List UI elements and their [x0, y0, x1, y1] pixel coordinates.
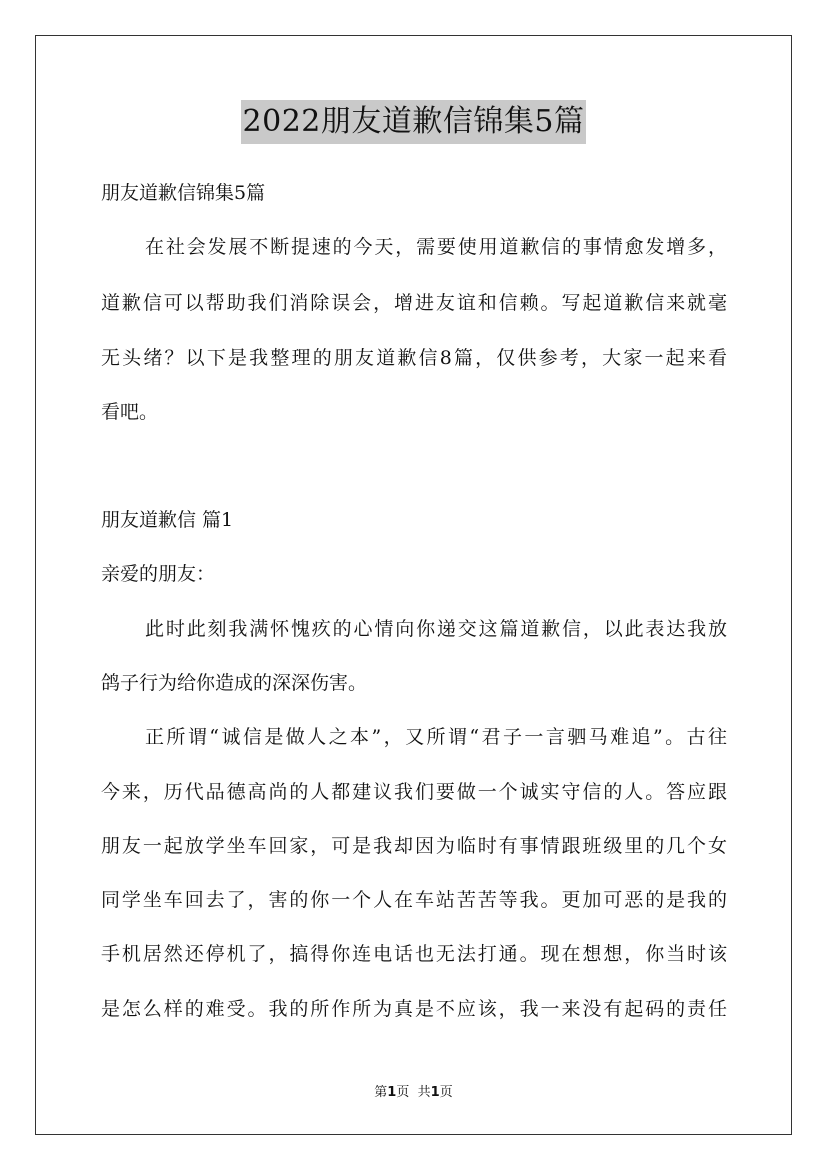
intro-line-1: 在社会发展不断提速的今天，需要使用道歉信的事情愈发增多， [145, 236, 727, 258]
para2-line-2: 今来，历代品德高尚的人都建议我们要做一个诚实守信的人。答应跟 [101, 781, 727, 803]
title-container [0, 100, 827, 144]
para1-line-1: 此时此刻我满怀愧疚的心情向你递交这篇道歉信，以此表达我放 [145, 618, 727, 640]
intro-line-2: 道歉信可以帮助我们消除误会，增进友谊和信赖。写起道歉信来就毫 [101, 292, 727, 314]
footer-total-prefix: 共 [417, 1085, 431, 1100]
section-heading: 朋友道歉信 篇1 [101, 509, 234, 531]
para2-line-1: 正所谓“诚信是做人之本”，又所谓“君子一言驷马难追”。古往 [145, 726, 727, 748]
para1-line-2: 鸽子行为给你造成的深深伤害。 [101, 672, 368, 694]
para2-line-6: 是怎么样的难受。我的所作所为真是不应该，我一来没有起码的责任 [101, 998, 727, 1020]
page-footer [0, 1084, 827, 1102]
salutation: 亲爱的朋友： [101, 563, 216, 585]
document-subtitle: 朋友道歉信锦集5篇 [101, 182, 266, 204]
footer-total-number: 1 [430, 1085, 440, 1100]
footer-page-suffix: 页 [396, 1085, 410, 1100]
footer-page-prefix: 第 [374, 1085, 388, 1100]
para2-line-5: 手机居然还停机了，搞得你连电话也无法打通。现在想想，你当时该 [101, 943, 727, 965]
para2-line-3: 朋友一起放学坐车回家，可是我却因为临时有事情跟班级里的几个女 [101, 835, 727, 857]
para2-line-4: 同学坐车回去了，害的你一个人在车站苦苦等我。更加可恶的是我的 [101, 889, 727, 911]
footer-page-number: 1 [387, 1085, 397, 1100]
intro-line-4: 看吧。 [101, 401, 159, 423]
intro-line-3: 无头绪？以下是我整理的朋友道歉信8篇，仅供参考，大家一起来看 [101, 347, 727, 369]
footer-total-suffix: 页 [439, 1085, 453, 1100]
document-title: 2022朋友道歉信锦集5篇 [241, 100, 587, 144]
